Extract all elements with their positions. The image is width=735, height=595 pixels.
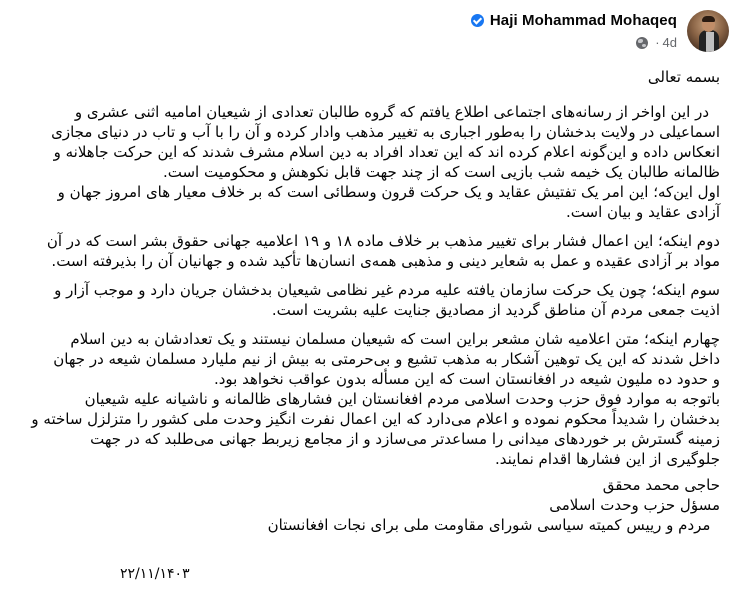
avatar-figure-shirt <box>706 32 714 52</box>
spacer <box>10 271 720 280</box>
signature-name: حاجی محمد محقق <box>602 476 720 494</box>
conclusion-line: جلوگیری از این فشارها اقدام نمایند. <box>495 450 720 468</box>
point-third-line: سوم اینکه؛ چون یک حرکت سازمان یافته علیه مردم غیر نظامی شیعیان بدخشان جریان دارد و موجب آزار و <box>54 281 720 299</box>
intro-line: انعکاس داده و این‌گونه اعلام کرده اند که این تعداد افراد به دین اسلام مشرف شدند که این حرکت جاهلانه و <box>53 143 720 161</box>
author-avatar[interactable] <box>687 10 729 52</box>
author-name[interactable]: Haji Mohammad Mohaqeq <box>489 12 677 29</box>
point-first-line: اول این‌که؛ این امر یک تفتیش عقاید و یک حرکت قرون وسطائی است که بر خلاف معیار های امروز جهان و <box>57 183 720 201</box>
intro-line: اسماعیلی در ولایت بدخشان را به‌طور اجباری به تغییر مذهب وادار کرده و آن را با آب و تاب در دنیای مجازی <box>51 123 720 141</box>
intro-line: ظالمانه طالبان یک خیمه شب بازیی است که از چند جهت قابل نکوهش و محکومیت است. <box>162 163 720 181</box>
spacer <box>10 87 720 102</box>
conclusion-line: باتوجه به موارد فوق حزب وحدت اسلامی مردم افغانستان این فشارهای ظالمانه و ناشیانه علیه شیعیان <box>84 390 720 408</box>
post-body <box>10 62 720 535</box>
point-second-line: دوم اینکه؛ این اعمال فشار برای تغییر مذهب بر خلاف ماده ۱۸ و ۱۹ اعلامیه جهانی حقوق بشر است که در آن <box>46 232 720 250</box>
verified-badge-icon <box>471 14 484 27</box>
post-header <box>0 0 735 62</box>
post-meta <box>636 35 677 50</box>
signature-role: مردم و رییس کمیته سیاسی شورای مقاومت ملی برای نجات افغانستان <box>267 516 720 534</box>
intro-line: در این اواخر از رسانه‌های اجتماعی اطلاع یافتم که گروه طالبان تعدادی از شیعیان امامیه اثنی عشری و <box>74 103 709 121</box>
spacer <box>10 320 720 329</box>
point-first-line: آزادی عقاید و بیان است. <box>566 203 720 221</box>
signature-title: مسؤل حزب وحدت اسلامی <box>549 496 720 514</box>
point-fourth-line: و حدود ده ملیون شیعه در افغانستان است که این مسأله بدون عواقب نخواهد بود. <box>213 370 720 388</box>
author-row <box>471 12 677 29</box>
point-third-line: اذیت جمعی مردم آن مناطق گردید از مصادیق جنایت علیه بشریت است. <box>271 301 720 319</box>
point-fourth-line: داخل شدند که این یک توهین آشکار به مذهب تشیع و بی‌حرمتی به بیش از نیم ملیارد مسلمان شیعه در جهان <box>53 350 720 368</box>
point-fourth-line: چهارم اینکه؛ متن اعلامیه شان مشعر براین است که شیعیان مسلمان نیستند و یک تعدادشان به دین اسلام <box>70 330 720 348</box>
signature-date: ۲۲/۱۱/۱۴۰۳ <box>120 566 190 582</box>
salutation: بسمه تعالی <box>647 68 720 86</box>
spacer <box>10 222 720 231</box>
point-second-line: مواد بر آزادی عقیده و عمل به شعایر دینی و مذهبی همه‌ی انسان‌ها تأکید شده و جهانیان آن را بذیرفته است. <box>51 252 720 270</box>
meta-separator: · <box>655 35 660 50</box>
avatar-figure-hair <box>702 16 715 22</box>
globe-icon[interactable] <box>636 37 648 49</box>
conclusion-line: بدخشان را شدیداً محکوم نموده و اعلام می‌دارد که این اعمال نفرت انگیز وحدت ملی کشور را متزلزل ساخته و <box>31 410 720 428</box>
post-timestamp[interactable]: 4d <box>662 35 677 50</box>
conclusion-line: زمینه گسترش بر خوردهای میدانی را مساعدتر می‌سازد و از مجامع زیربط جهانی می‌طلبد که در جهت <box>90 430 720 448</box>
